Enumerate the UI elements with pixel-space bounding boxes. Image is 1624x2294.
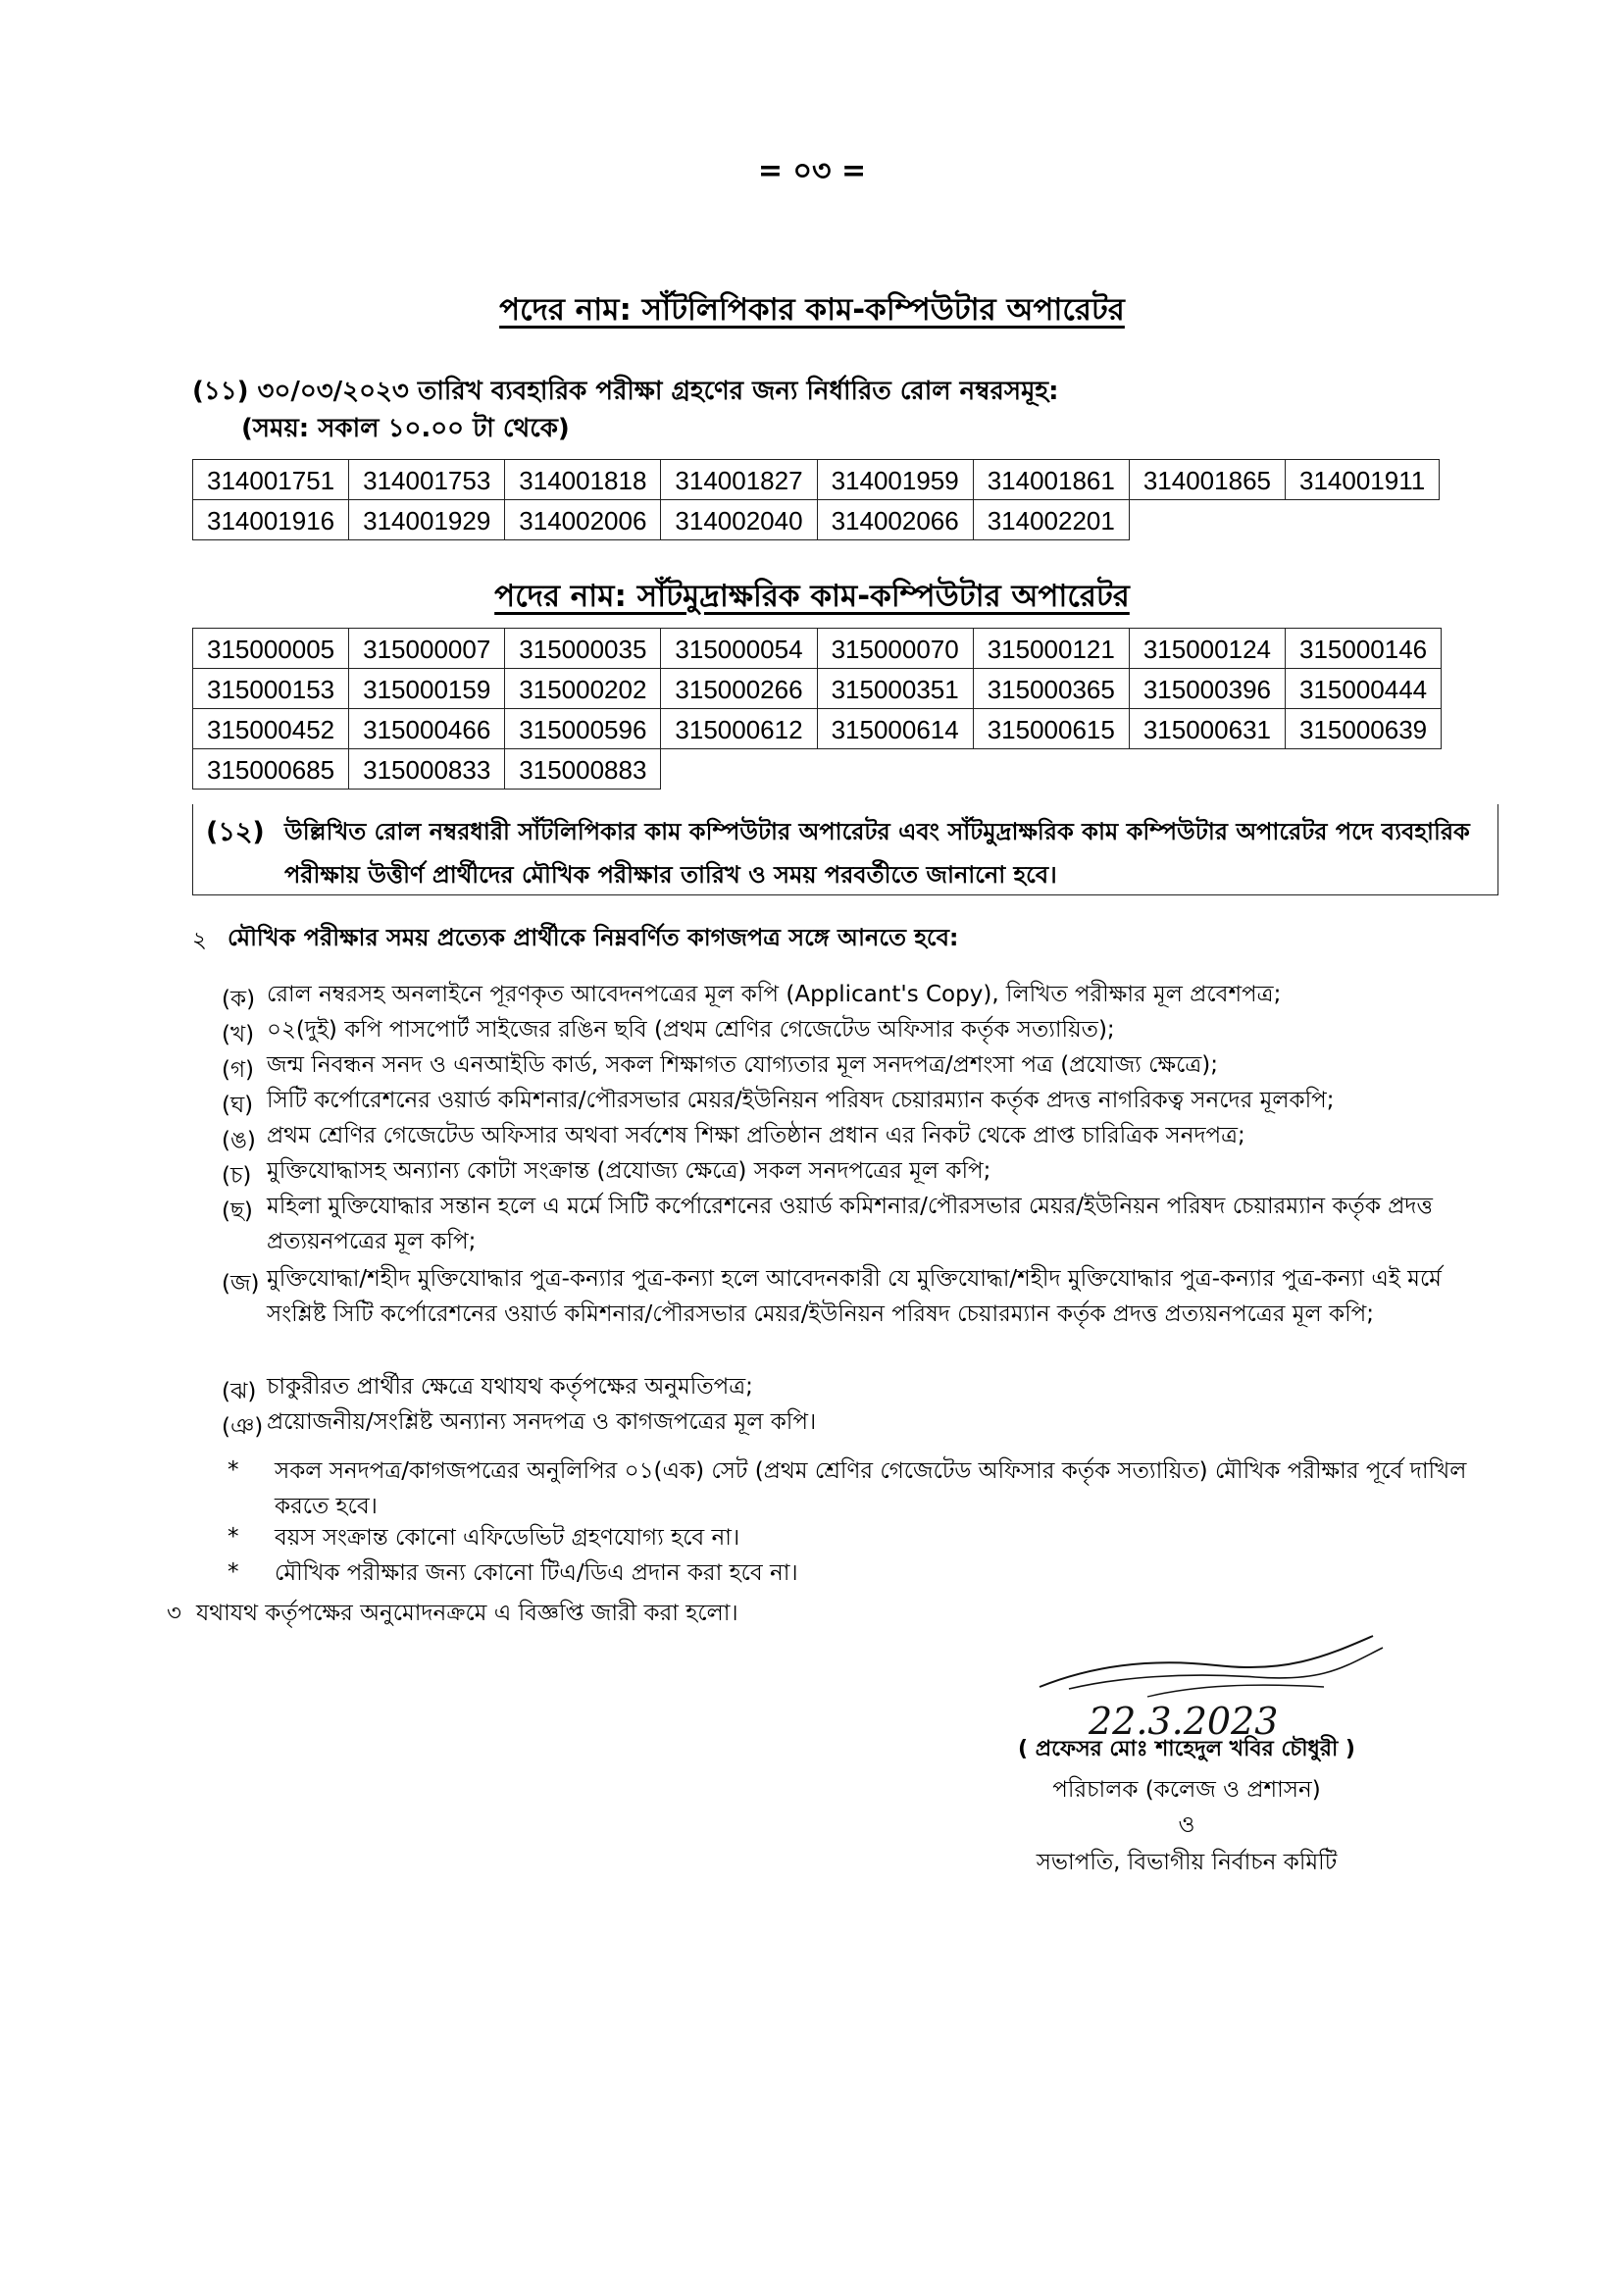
list-item-text: প্রয়োজনীয়/সংশ্লিষ্ট অন্যান্য সনদপত্র ও কাগজপত্রের মূল কপি। — [267, 1409, 817, 1435]
section-12-number: (১২) — [206, 817, 265, 847]
table-row — [193, 749, 1442, 790]
list-item-label: (চ) — [222, 1163, 252, 1189]
list-item-label: (জ) — [222, 1271, 260, 1297]
roll-number-cell: 314001818 — [505, 460, 661, 500]
roll-number-cell: 314002006 — [505, 500, 661, 540]
signatory-conjunction: ও — [1178, 1812, 1195, 1838]
note-text: বয়স সংক্রান্ত কোনো এফিডেভিট গ্রহণযোগ্য হবে না। — [275, 1525, 740, 1551]
roll-number-cell: 314001916 — [193, 500, 349, 540]
table-row — [193, 669, 1442, 709]
table-row — [193, 629, 1442, 669]
roll-number-cell: 315000121 — [973, 629, 1129, 669]
roll-number-cell: 315000005 — [193, 629, 349, 669]
post-title-stenographer — [0, 286, 1624, 337]
roll-number-cell: 315000035 — [505, 629, 661, 669]
roll-number-cell: 315000266 — [661, 669, 817, 709]
roll-number-cell — [1129, 500, 1285, 540]
roll-number-cell — [661, 749, 817, 790]
roll-number-cell: 315000883 — [505, 749, 661, 790]
post-title-stenographer-text: পদের নাম: সাঁটলিপিকার কাম-কম্পিউটার অপারেটর — [499, 292, 1125, 328]
list-item-label: (ঝ) — [222, 1379, 257, 1404]
roll-number-cell: 315000396 — [1129, 669, 1285, 709]
roll-number-cell: 315000612 — [661, 709, 817, 749]
signature-scribble-icon — [1030, 1628, 1402, 1746]
roll-number-cell: 314001865 — [1129, 460, 1285, 500]
list-item-text: সিটি কর্পোরেশনের ওয়ার্ড কমিশনার/পৌরসভার মেয়র/ইউনিয়ন পরিষদ চেয়ারম্যান কর্তৃক প্রদত্ত নাগরিকত্ব সনদের মূলকপি; — [267, 1088, 1335, 1113]
section-3-number: ৩ — [167, 1601, 181, 1626]
post-title-typist — [0, 573, 1624, 624]
roll-number-cell: 315000146 — [1285, 629, 1441, 669]
roll-table-stenographer — [192, 459, 1440, 540]
roll-table-typist — [192, 628, 1442, 790]
roll-number-cell — [1129, 749, 1285, 790]
roll-number-cell: 314001911 — [1285, 460, 1439, 500]
roll-number-cell: 315000466 — [349, 709, 505, 749]
roll-number-cell: 315000615 — [973, 709, 1129, 749]
table-row — [193, 709, 1442, 749]
note-bullet: * — [228, 1524, 239, 1550]
list-item-text: প্রথম শ্রেণির গেজেটেড অফিসার অথবা সর্বশেষ শিক্ষা প্রতিষ্ঠান প্রধান এর নিকট থেকে প্রাপ্ত চারিত্রিক সনদপত্র; — [267, 1123, 1245, 1148]
list-item-text: মুক্তিযোদ্ধাসহ অন্যান্য কোটা সংক্রান্ত (প্রযোজ্য ক্ষেত্রে) সকল সনদপত্রের মূল কপি; — [267, 1158, 991, 1184]
list-item-label: (ঞ) — [222, 1414, 264, 1440]
note-bullet: * — [228, 1457, 239, 1483]
list-item-text: মহিলা মুক্তিযোদ্ধার সন্তান হলে এ মর্মে সিটি কর্পোরেশনের ওয়ার্ড কমিশনার/পৌরসভার মেয়র/ইউনিয়ন পরিষদ চেয়ারম্যান কর্তৃক প্রদত্ত প্রত্যয়নপত্রের মূল কপি; — [267, 1194, 1433, 1254]
roll-number-cell — [1285, 749, 1441, 790]
roll-number-cell: 314002066 — [817, 500, 973, 540]
signatory-role: সভাপতি, বিভাগীয় নির্বাচন কমিটি — [1036, 1850, 1338, 1875]
list-item-text: চাকুরীরত প্রার্থীর ক্ষেত্রে যথাযথ কর্তৃপক্ষের অনুমতিপত্র; — [267, 1374, 753, 1400]
list-item-label: (ঘ) — [222, 1093, 254, 1118]
note-bullet: * — [228, 1559, 239, 1585]
signatory-designation: পরিচালক (কলেজ ও প্রশাসন) — [1052, 1777, 1321, 1803]
post-title-typist-text: পদের নাম: সাঁটমুদ্রাক্ষরিক কাম-কম্পিউটার অপারেটর — [494, 579, 1130, 614]
roll-number-cell — [1285, 500, 1439, 540]
roll-number-cell: 315000631 — [1129, 709, 1285, 749]
roll-number-cell: 315000639 — [1285, 709, 1441, 749]
roll-number-cell: 314001929 — [349, 500, 505, 540]
roll-number-cell — [817, 749, 973, 790]
roll-number-cell: 315000070 — [817, 629, 973, 669]
signature-date: 22.3.2023 — [1089, 1700, 1279, 1743]
list-item-label: (ঙ) — [222, 1128, 256, 1153]
note-text: সকল সনদপত্র/কাগজপত্রের অনুলিপির ০১(এক) সেট (প্রথম শ্রেণির গেজেটেড অফিসার কর্তৃক সত্যায়িত) মৌখিক পরীক্ষার পূর্বে দাখিল করতে হবে। — [275, 1458, 1467, 1519]
roll-number-cell: 315000124 — [1129, 629, 1285, 669]
roll-number-cell: 315000202 — [505, 669, 661, 709]
roll-number-cell: 314001827 — [661, 460, 817, 500]
table-row — [193, 460, 1440, 500]
roll-number-cell: 315000444 — [1285, 669, 1441, 709]
list-item-text: ০২(দুই) কপি পাসপোর্ট সাইজের রঙিন ছবি (প্রথম শ্রেণির গেজেটেড অফিসার কর্তৃক সত্যায়িত); — [267, 1017, 1115, 1043]
list-item-label: (ছ) — [222, 1198, 253, 1224]
list-item-text: মুক্তিযোদ্ধা/শহীদ মুক্তিযোদ্ধার পুত্র-কন্যার পুত্র-কন্যা হলে আবেদনকারী যে মুক্তিযোদ্ধা/শহীদ মুক্তিযোদ্ধার পুত্র-কন্যার পুত্র-কন্যা এই মর্মে সংশ্লিষ্ট সিটি কর্পোরেশনের ওয়ার্ড কমিশনার/পৌরসভার মেয়র/ইউনিয়ন পরিষদ চেয়ারম্যান কর্তৃক প্রদত্ত প্রত্যয়নপত্রের মূল কপি; — [267, 1266, 1442, 1327]
page-number: = ০৩ = — [757, 154, 867, 188]
table-row — [193, 500, 1440, 540]
roll-number-cell: 315000365 — [973, 669, 1129, 709]
roll-number-cell: 315000054 — [661, 629, 817, 669]
section-2-heading: মৌখিক পরীক্ষার সময় প্রত্যেক প্রার্থীকে নিম্নবর্ণিত কাগজপত্র সঙ্গে আনতে হবে: — [228, 924, 959, 951]
section-3-text: যথাযথ কর্তৃপক্ষের অনুমোদনক্রমে এ বিজ্ঞপ্তি জারী করা হলো। — [196, 1601, 738, 1626]
roll-number-cell: 315000833 — [349, 749, 505, 790]
list-item-label: (গ) — [222, 1057, 255, 1083]
roll-number-cell: 315000007 — [349, 629, 505, 669]
roll-number-cell: 314001753 — [349, 460, 505, 500]
roll-number-cell: 314001751 — [193, 460, 349, 500]
roll-number-cell: 315000614 — [817, 709, 973, 749]
list-item-label: (ক) — [222, 987, 256, 1012]
roll-number-cell: 315000159 — [349, 669, 505, 709]
list-item-text: রোল নম্বরসহ অনলাইনে পূরণকৃত আবেদনপত্রের মূল কপি (Applicant's Copy), লিখিত পরীক্ষার মূল প্রবেশপত্র; — [267, 982, 1282, 1007]
roll-number-cell: 314002040 — [661, 500, 817, 540]
list-item-label: (খ) — [222, 1022, 255, 1047]
section-11-heading: (১১) ৩০/০৩/২০২৩ তারিখ ব্যবহারিক পরীক্ষা গ্রহণের জন্য নির্ধারিত রোল নম্বরসমূহ: — [192, 377, 1059, 406]
roll-number-cell: 314002201 — [973, 500, 1129, 540]
roll-number-cell — [973, 749, 1129, 790]
note-text: মৌখিক পরীক্ষার জন্য কোনো টিএ/ডিএ প্রদান করা হবে না। — [275, 1560, 798, 1586]
roll-number-cell: 315000452 — [193, 709, 349, 749]
roll-number-cell: 315000685 — [193, 749, 349, 790]
signatory-name: ( প্রফেসর মোঃ শাহেদুল খবির চৌধুরী ) — [1018, 1737, 1355, 1761]
roll-number-cell: 315000153 — [193, 669, 349, 709]
roll-number-cell: 315000596 — [505, 709, 661, 749]
section-12-text: উল্লিখিত রোল নম্বরধারী সাঁটলিপিকার কাম কম্পিউটার অপারেটর এবং সাঁটমুদ্রাক্ষরিক কাম কম্পিউটার অপারেটর পদে ব্যবহারিক পরীক্ষায় উত্তীর্ণ প্রার্থীদের মৌখিক পরীক্ষার তারিখ ও সময় পরবর্তীতে জানানো হবে। — [284, 818, 1470, 889]
roll-number-cell: 315000351 — [817, 669, 973, 709]
section-2-number: ২ — [192, 928, 207, 953]
roll-number-cell: 314001861 — [973, 460, 1129, 500]
roll-number-cell: 314001959 — [817, 460, 973, 500]
list-item-text: জন্ম নিবন্ধন সনদ ও এনআইডি কার্ড, সকল শিক্ষাগত যোগ্যতার মূল সনদপত্র/প্রশংসা পত্র (প্রযোজ্য ক্ষেত্রে); — [267, 1052, 1218, 1078]
section-11-time: (সময়: সকাল ১০.০০ টা থেকে) — [241, 414, 570, 443]
